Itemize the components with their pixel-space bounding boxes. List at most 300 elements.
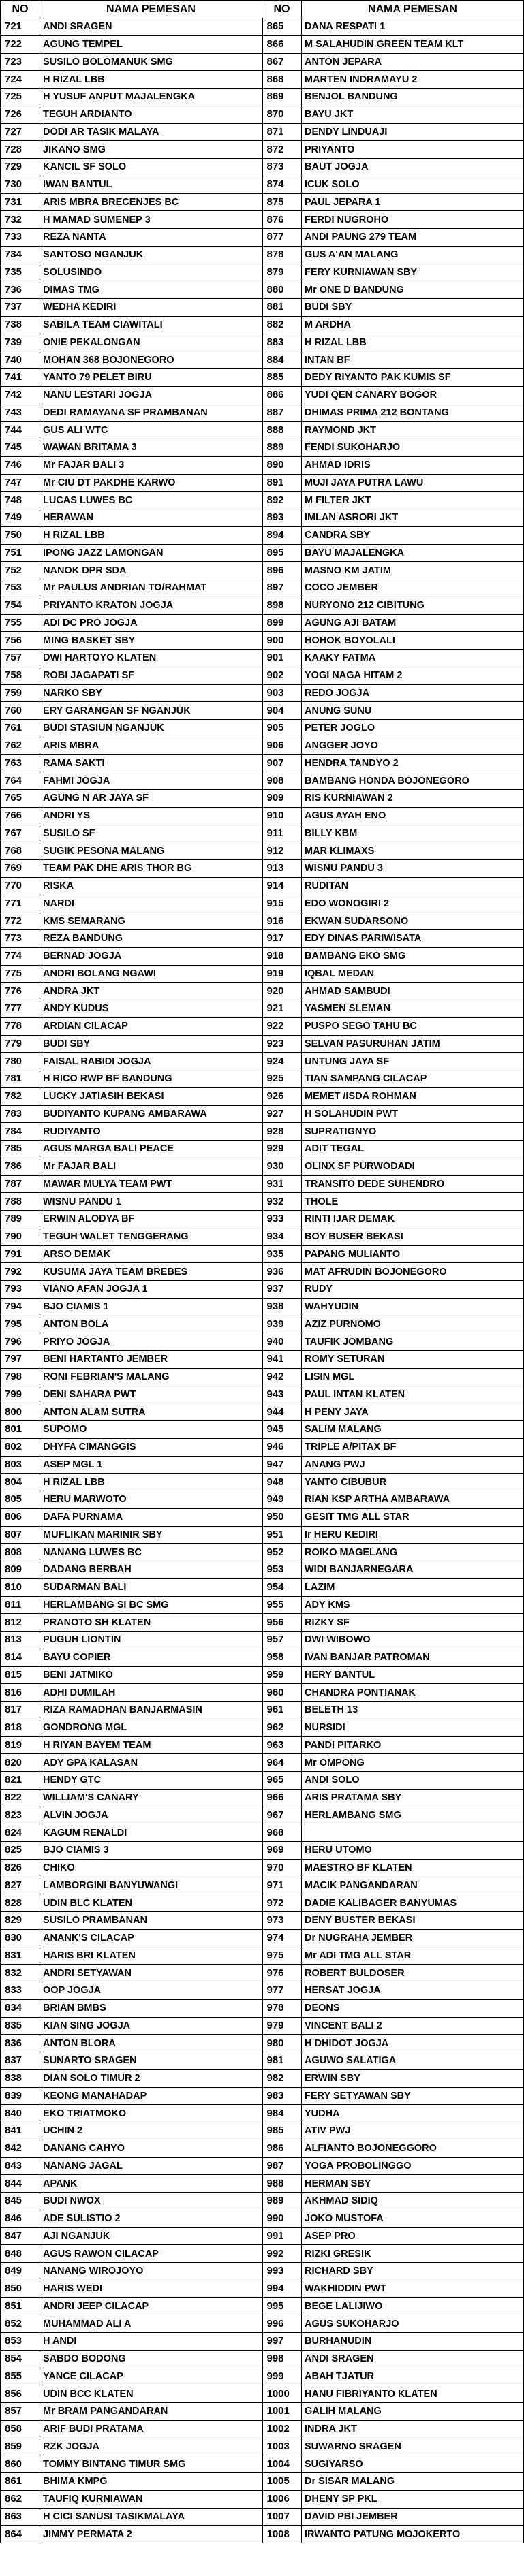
left-name-cell: UDIN BCC KLATEN xyxy=(40,2385,262,2403)
table-row xyxy=(1,877,524,895)
left-no-cell: 852 xyxy=(1,2315,40,2333)
left-no-cell: 788 xyxy=(1,1193,40,1211)
right-no-cell: 938 xyxy=(262,1298,302,1316)
right-name-cell: ANDI SOLO xyxy=(302,1772,524,1790)
right-no-cell: 956 xyxy=(262,1614,302,1632)
left-no-cell: 854 xyxy=(1,2350,40,2368)
left-name-cell: ANTON BLORA xyxy=(40,2035,262,2052)
left-no-cell: 726 xyxy=(1,106,40,123)
right-no-cell: 871 xyxy=(262,123,302,141)
right-no-cell: 883 xyxy=(262,334,302,351)
table-row xyxy=(1,1281,524,1299)
left-name-cell: ASEP MGL 1 xyxy=(40,1456,262,1474)
left-name-cell: DAFA PURNAMA xyxy=(40,1508,262,1526)
left-no-cell: 761 xyxy=(1,720,40,737)
left-no-cell: 727 xyxy=(1,123,40,141)
left-name-cell: LUCAS LUWES BC xyxy=(40,492,262,509)
right-name-cell: JOKO MUSTOFA xyxy=(302,2210,524,2227)
left-name-cell: ANDRI JEEP CILACAP xyxy=(40,2297,262,2315)
left-name-cell: NANU LESTARI JOGJA xyxy=(40,386,262,404)
right-no-cell: 975 xyxy=(262,1947,302,1965)
right-no-cell: 882 xyxy=(262,316,302,334)
table-row xyxy=(1,404,524,422)
right-name-cell: BELETH 13 xyxy=(302,1702,524,1719)
right-no-cell: 867 xyxy=(262,53,302,71)
left-no-cell: 864 xyxy=(1,2526,40,2543)
left-no-cell: 802 xyxy=(1,1438,40,1456)
left-no-cell: 813 xyxy=(1,1632,40,1649)
right-no-cell: 931 xyxy=(262,1175,302,1193)
right-no-cell: 950 xyxy=(262,1508,302,1526)
left-name-cell: OOP JOGJA xyxy=(40,1982,262,2000)
left-name-cell: MOHAN 368 BOJONEGORO xyxy=(40,351,262,369)
left-name-cell: HERAWAN xyxy=(40,509,262,527)
table-row xyxy=(1,1561,524,1579)
left-no-cell: 837 xyxy=(1,2052,40,2070)
right-no-cell: 941 xyxy=(262,1351,302,1369)
table-row xyxy=(1,860,524,878)
table-row xyxy=(1,1368,524,1386)
right-no-cell: 934 xyxy=(262,1228,302,1245)
table-row xyxy=(1,1351,524,1369)
right-no-cell: 892 xyxy=(262,492,302,509)
table-row xyxy=(1,1894,524,1912)
right-name-cell: RINTI IJAR DEMAK xyxy=(302,1211,524,1228)
table-row xyxy=(1,1877,524,1894)
table-row xyxy=(1,2193,524,2210)
right-name-cell: SUPRATIGNYO xyxy=(302,1123,524,1141)
right-no-cell: 897 xyxy=(262,579,302,597)
left-no-cell: 845 xyxy=(1,2193,40,2210)
right-no-cell: 917 xyxy=(262,930,302,948)
right-name-cell: AGUS SUKOHARJO xyxy=(302,2315,524,2333)
left-name-cell: DIMAS TMG xyxy=(40,281,262,299)
right-no-cell: 885 xyxy=(262,369,302,387)
left-name-cell: TEGUH ARDIANTO xyxy=(40,106,262,123)
table-row xyxy=(1,772,524,790)
right-no-cell: 947 xyxy=(262,1456,302,1474)
right-no-cell: 928 xyxy=(262,1123,302,1141)
left-no-cell: 754 xyxy=(1,597,40,614)
right-no-cell: 965 xyxy=(262,1772,302,1790)
table-row xyxy=(1,1474,524,1491)
table-row xyxy=(1,1508,524,1526)
table-row xyxy=(1,1403,524,1421)
left-name-cell: BJO CIAMIS 1 xyxy=(40,1298,262,1316)
right-name-cell: RUDY xyxy=(302,1281,524,1299)
left-name-cell: GONDRONG MGL xyxy=(40,1719,262,1736)
left-no-cell: 759 xyxy=(1,684,40,702)
right-name-cell: BURHANUDIN xyxy=(302,2333,524,2351)
left-name-cell: BRIAN BMBS xyxy=(40,1999,262,2017)
left-no-cell: 736 xyxy=(1,281,40,299)
left-name-cell: APANK xyxy=(40,2175,262,2193)
right-no-cell: 907 xyxy=(262,754,302,772)
right-name-cell: YASMEN SLEMAN xyxy=(302,1000,524,1018)
table-row xyxy=(1,334,524,351)
right-name-cell: CANDRA SBY xyxy=(302,526,524,544)
left-no-cell: 785 xyxy=(1,1141,40,1158)
right-name-cell: HERU UTOMO xyxy=(302,1842,524,1860)
left-name-cell: ANTON BOLA xyxy=(40,1316,262,1333)
left-name-cell: MING BASKET SBY xyxy=(40,632,262,650)
right-no-cell: 899 xyxy=(262,614,302,632)
right-name-cell: Mr OMPONG xyxy=(302,1754,524,1772)
right-name-cell: ROIKO MAGELANG xyxy=(302,1544,524,1561)
left-no-cell: 766 xyxy=(1,807,40,825)
table-row xyxy=(1,1578,524,1596)
right-no-cell: 966 xyxy=(262,1789,302,1807)
table-row xyxy=(1,1263,524,1281)
right-no-cell: 985 xyxy=(262,2122,302,2140)
right-name-cell xyxy=(302,1824,524,1842)
left-name-cell: IPONG JAZZ LAMONGAN xyxy=(40,544,262,562)
left-name-cell: BAYU COPIER xyxy=(40,1649,262,1666)
left-name-cell: VIANO AFAN JOGJA 1 xyxy=(40,1281,262,1299)
right-name-cell: VINCENT BALI 2 xyxy=(302,2017,524,2035)
left-name-cell: ARIS MBRA BRECENJES BC xyxy=(40,193,262,211)
right-name-cell: HERSAT JOGJA xyxy=(302,1982,524,2000)
right-name-cell: ADY KMS xyxy=(302,1596,524,1614)
right-no-cell: 904 xyxy=(262,702,302,720)
left-no-cell: 752 xyxy=(1,562,40,579)
right-name-cell: WAKHIDDIN PWT xyxy=(302,2280,524,2297)
right-no-cell: 872 xyxy=(262,141,302,159)
left-name-cell: H ANDI xyxy=(40,2333,262,2351)
left-no-cell: 771 xyxy=(1,895,40,912)
left-name-cell: ARIS MBRA xyxy=(40,737,262,754)
left-no-cell: 849 xyxy=(1,2263,40,2280)
left-name-cell: SUPOMO xyxy=(40,1421,262,1439)
right-name-cell: EDO WONOGIRI 2 xyxy=(302,895,524,912)
table-row xyxy=(1,2140,524,2157)
table-row xyxy=(1,1211,524,1228)
left-no-cell: 832 xyxy=(1,1965,40,1982)
right-no-cell: 983 xyxy=(262,2087,302,2105)
left-name-cell: BUDIYANTO KUPANG AMBARAWA xyxy=(40,1105,262,1123)
left-name-cell: NANANG JAGAL xyxy=(40,2157,262,2175)
right-no-cell: 932 xyxy=(262,1193,302,1211)
table-row xyxy=(1,2069,524,2087)
right-name-cell: SUGIYARSO xyxy=(302,2455,524,2473)
right-name-cell: YOGA PROBOLINGGO xyxy=(302,2157,524,2175)
left-no-cell: 749 xyxy=(1,509,40,527)
right-name-cell: PRIYANTO xyxy=(302,141,524,159)
table-row xyxy=(1,193,524,211)
right-name-cell: DEDY RIYANTO PAK KUMIS SF xyxy=(302,369,524,387)
left-name-cell: TEGUH WALET TENGGERANG xyxy=(40,1228,262,1245)
right-no-cell: 961 xyxy=(262,1702,302,1719)
right-no-cell: 911 xyxy=(262,825,302,842)
right-name-cell: RAYMOND JKT xyxy=(302,422,524,439)
table-row xyxy=(1,667,524,684)
right-name-cell: FERY SETYAWAN SBY xyxy=(302,2087,524,2105)
left-name-cell: NANANG WIROJOYO xyxy=(40,2263,262,2280)
left-no-cell: 751 xyxy=(1,544,40,562)
left-name-cell: ADI DC PRO JOGJA xyxy=(40,614,262,632)
left-no-cell: 790 xyxy=(1,1228,40,1245)
left-no-cell: 762 xyxy=(1,737,40,754)
left-no-cell: 817 xyxy=(1,1702,40,1719)
table-row xyxy=(1,754,524,772)
left-no-cell: 782 xyxy=(1,1087,40,1105)
left-name-cell: ALVIN JOGJA xyxy=(40,1807,262,1824)
table-row xyxy=(1,2157,524,2175)
right-name-cell: MASNO KM JATIM xyxy=(302,562,524,579)
left-name-cell: AGUS RAWON CILACAP xyxy=(40,2245,262,2263)
right-no-cell: 880 xyxy=(262,281,302,299)
right-name-cell: INTAN BF xyxy=(302,351,524,369)
left-name-cell: H RICO RWP BF BANDUNG xyxy=(40,1070,262,1088)
right-no-cell: 884 xyxy=(262,351,302,369)
right-name-cell: PANDI PITARKO xyxy=(302,1736,524,1754)
right-name-cell: ANDI SRAGEN xyxy=(302,2350,524,2368)
table-row xyxy=(1,1035,524,1053)
left-name-cell: KANCIL SF SOLO xyxy=(40,159,262,176)
left-name-cell: SABDO BODONG xyxy=(40,2350,262,2368)
left-name-cell: SABILA TEAM CIAWITALI xyxy=(40,316,262,334)
right-name-cell: YOGI NAGA HITAM 2 xyxy=(302,667,524,684)
left-name-cell: REZA BANDUNG xyxy=(40,930,262,948)
table-row xyxy=(1,1982,524,2000)
right-name-cell: GALIH MALANG xyxy=(302,2403,524,2421)
left-no-cell: 835 xyxy=(1,2017,40,2035)
left-name-cell: EKO TRIATMOKO xyxy=(40,2105,262,2122)
left-no-cell: 821 xyxy=(1,1772,40,1790)
left-name-cell: DHYFA CIMANGGIS xyxy=(40,1438,262,1456)
right-name-cell: TAUFIK JOMBANG xyxy=(302,1333,524,1351)
right-name-cell: DADIE KALIBAGER BANYUMAS xyxy=(302,1894,524,1912)
right-no-cell: 980 xyxy=(262,2035,302,2052)
left-no-cell: 843 xyxy=(1,2157,40,2175)
right-name-cell: ATIV PWJ xyxy=(302,2122,524,2140)
right-no-cell: 945 xyxy=(262,1421,302,1439)
left-name-cell: SANTOSO NGANJUK xyxy=(40,246,262,264)
right-no-cell: 894 xyxy=(262,526,302,544)
table-row xyxy=(1,1000,524,1018)
left-no-cell: 823 xyxy=(1,1807,40,1824)
table-row xyxy=(1,1929,524,1947)
right-no-cell: 971 xyxy=(262,1877,302,1894)
right-name-cell: ANANG PWJ xyxy=(302,1456,524,1474)
left-name-cell: AGUNG N AR JAYA SF xyxy=(40,790,262,808)
right-name-cell: RUDITAN xyxy=(302,877,524,895)
right-name-cell: EKWAN SUDARSONO xyxy=(302,912,524,930)
left-name-cell: CHIKO xyxy=(40,1859,262,1877)
left-no-cell: 784 xyxy=(1,1123,40,1141)
table-row xyxy=(1,369,524,387)
right-name-cell: LAZIM xyxy=(302,1578,524,1596)
left-no-cell: 848 xyxy=(1,2245,40,2263)
right-name-cell: SUWARNO SRAGEN xyxy=(302,2438,524,2455)
left-name-cell: ANDRI SETYAWAN xyxy=(40,1965,262,1982)
table-row xyxy=(1,1789,524,1807)
left-name-cell: H RIZAL LBB xyxy=(40,526,262,544)
left-name-cell: HARIS WEDI xyxy=(40,2280,262,2297)
right-no-cell: 960 xyxy=(262,1684,302,1702)
table-row xyxy=(1,18,524,36)
left-no-cell: 803 xyxy=(1,1456,40,1474)
table-row xyxy=(1,544,524,562)
left-name-cell: BENI JATMIKO xyxy=(40,1666,262,1684)
right-name-cell: DANA RESPATI 1 xyxy=(302,18,524,36)
right-name-cell: DHENY SP PKL xyxy=(302,2490,524,2508)
table-row xyxy=(1,737,524,754)
right-no-cell: 974 xyxy=(262,1929,302,1947)
right-no-cell: 963 xyxy=(262,1736,302,1754)
right-no-cell: 944 xyxy=(262,1403,302,1421)
header-no-right: NO xyxy=(262,1,302,18)
right-no-cell: 969 xyxy=(262,1842,302,1860)
left-name-cell: PRIYANTO KRATON JOGJA xyxy=(40,597,262,614)
table-row xyxy=(1,2350,524,2368)
right-no-cell: 986 xyxy=(262,2140,302,2157)
table-row xyxy=(1,299,524,317)
left-no-cell: 779 xyxy=(1,1035,40,1053)
right-name-cell: BENJOL BANDUNG xyxy=(302,89,524,106)
table-row xyxy=(1,1719,524,1736)
right-no-cell: 875 xyxy=(262,193,302,211)
table-row xyxy=(1,526,524,544)
table-row xyxy=(1,983,524,1000)
left-name-cell: H YUSUF ANPUT MAJALENGKA xyxy=(40,89,262,106)
left-no-cell: 862 xyxy=(1,2490,40,2508)
right-no-cell: 930 xyxy=(262,1158,302,1175)
right-no-cell: 874 xyxy=(262,176,302,193)
left-name-cell: SOLUSINDO xyxy=(40,264,262,281)
left-name-cell: Mr PAULUS ANDRIAN TO/RAHMAT xyxy=(40,579,262,597)
left-name-cell: ARIF BUDI PRATAMA xyxy=(40,2420,262,2438)
right-no-cell: 970 xyxy=(262,1859,302,1877)
left-name-cell: SUSILO SF xyxy=(40,825,262,842)
table-row xyxy=(1,123,524,141)
table-row xyxy=(1,1158,524,1175)
left-name-cell: DODI AR TASIK MALAYA xyxy=(40,123,262,141)
table-row xyxy=(1,702,524,720)
table-row xyxy=(1,632,524,650)
table-row xyxy=(1,141,524,159)
left-no-cell: 855 xyxy=(1,2368,40,2385)
left-no-cell: 776 xyxy=(1,983,40,1000)
right-name-cell: ANUNG SUNU xyxy=(302,702,524,720)
right-name-cell: ASEP PRO xyxy=(302,2227,524,2245)
right-no-cell: 869 xyxy=(262,89,302,106)
table-row xyxy=(1,2526,524,2543)
table-row xyxy=(1,1632,524,1649)
right-no-cell: 964 xyxy=(262,1754,302,1772)
right-no-cell: 896 xyxy=(262,562,302,579)
table-row xyxy=(1,1123,524,1141)
right-no-cell: 868 xyxy=(262,71,302,89)
table-row xyxy=(1,509,524,527)
left-no-cell: 734 xyxy=(1,246,40,264)
table-row xyxy=(1,842,524,860)
left-no-cell: 733 xyxy=(1,229,40,247)
right-no-cell: 978 xyxy=(262,1999,302,2017)
right-name-cell: H SOLAHUDIN PWT xyxy=(302,1105,524,1123)
right-no-cell: 937 xyxy=(262,1281,302,1299)
left-name-cell: DENI SAHARA PWT xyxy=(40,1386,262,1403)
right-name-cell: RIZKY SF xyxy=(302,1614,524,1632)
right-name-cell: IMLAN ASRORI JKT xyxy=(302,509,524,527)
left-no-cell: 830 xyxy=(1,1929,40,1947)
right-no-cell: 967 xyxy=(262,1807,302,1824)
right-name-cell: H RIZAL LBB xyxy=(302,334,524,351)
left-name-cell: AGUNG TEMPEL xyxy=(40,35,262,53)
left-name-cell: NANOK DPR SDA xyxy=(40,562,262,579)
right-name-cell: KAAKY FATMA xyxy=(302,650,524,667)
left-no-cell: 755 xyxy=(1,614,40,632)
left-no-cell: 731 xyxy=(1,193,40,211)
left-no-cell: 780 xyxy=(1,1053,40,1070)
right-no-cell: 959 xyxy=(262,1666,302,1684)
right-name-cell: M FILTER JKT xyxy=(302,492,524,509)
left-no-cell: 809 xyxy=(1,1561,40,1579)
left-no-cell: 812 xyxy=(1,1614,40,1632)
left-no-cell: 856 xyxy=(1,2385,40,2403)
right-no-cell: 977 xyxy=(262,1982,302,2000)
header-name-right: NAMA PEMESAN xyxy=(302,1,524,18)
table-row xyxy=(1,2368,524,2385)
left-no-cell: 824 xyxy=(1,1824,40,1842)
right-name-cell: ANTON JEPARA xyxy=(302,53,524,71)
table-row xyxy=(1,1386,524,1403)
left-name-cell: BUDI NWOX xyxy=(40,2193,262,2210)
left-name-cell: ARDIAN CILACAP xyxy=(40,1017,262,1035)
left-name-cell: ANDRI BOLANG NGAWI xyxy=(40,965,262,983)
left-name-cell: RZK JOGJA xyxy=(40,2438,262,2455)
right-no-cell: 919 xyxy=(262,965,302,983)
table-row xyxy=(1,281,524,299)
right-no-cell: 914 xyxy=(262,877,302,895)
table-row xyxy=(1,176,524,193)
header-row xyxy=(1,1,524,18)
left-no-cell: 806 xyxy=(1,1508,40,1526)
right-no-cell: 992 xyxy=(262,2245,302,2263)
right-no-cell: 890 xyxy=(262,456,302,474)
table-row xyxy=(1,579,524,597)
right-name-cell: HERMAN SBY xyxy=(302,2175,524,2193)
right-no-cell: 889 xyxy=(262,439,302,457)
table-row xyxy=(1,2315,524,2333)
left-no-cell: 818 xyxy=(1,1719,40,1736)
table-row xyxy=(1,1053,524,1070)
table-row xyxy=(1,1193,524,1211)
right-no-cell: 925 xyxy=(262,1070,302,1088)
table-row xyxy=(1,246,524,264)
right-name-cell: Mr ADI TMG ALL STAR xyxy=(302,1947,524,1965)
right-name-cell: DHIMAS PRIMA 212 BONTANG xyxy=(302,404,524,422)
left-no-cell: 760 xyxy=(1,702,40,720)
left-name-cell: ANDRI YS xyxy=(40,807,262,825)
right-name-cell: GUS A'AN MALANG xyxy=(302,246,524,264)
right-no-cell: 878 xyxy=(262,246,302,264)
left-no-cell: 781 xyxy=(1,1070,40,1088)
left-no-cell: 810 xyxy=(1,1578,40,1596)
table-row xyxy=(1,211,524,229)
right-no-cell: 910 xyxy=(262,807,302,825)
right-no-cell: 900 xyxy=(262,632,302,650)
right-name-cell: REDO JOGJA xyxy=(302,684,524,702)
left-no-cell: 724 xyxy=(1,71,40,89)
left-name-cell: SUDARMAN BALI xyxy=(40,1578,262,1596)
table-row xyxy=(1,807,524,825)
left-no-cell: 725 xyxy=(1,89,40,106)
left-name-cell: KUSUMA JAYA TEAM BREBES xyxy=(40,1263,262,1281)
right-name-cell: IVAN BANJAR PATROMAN xyxy=(302,1649,524,1666)
right-no-cell: 958 xyxy=(262,1649,302,1666)
left-no-cell: 859 xyxy=(1,2438,40,2455)
